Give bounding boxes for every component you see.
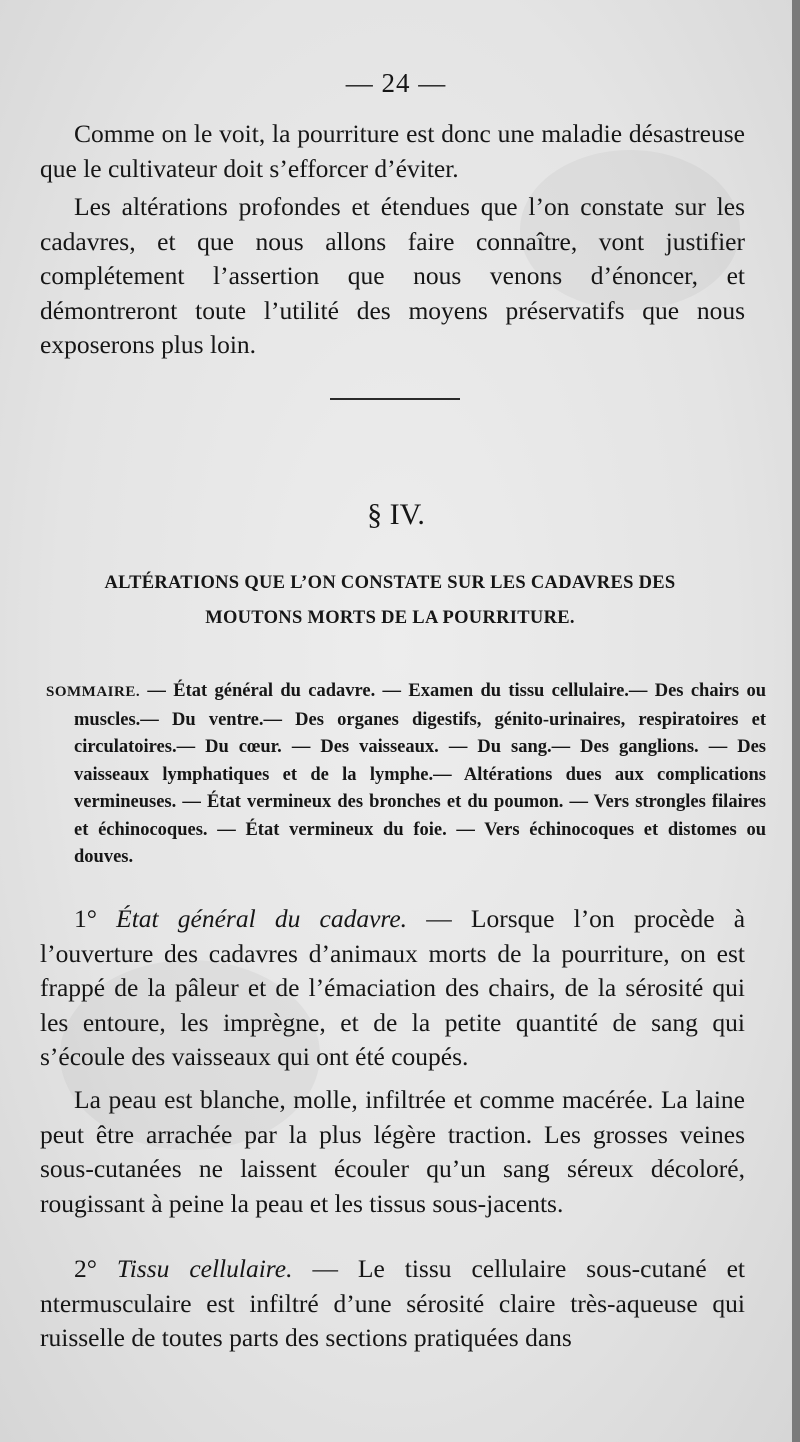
paragraph-alterations-intro: Les altérations profondes et étendues que l’on constate sur les cadavres, et que nous allons faire connaître, vont justifier complétement l’assertion que nous venons d’énoncer, et démontreront toute l’utilité des moyens préservatifs que nous exposerons plus loin. [40, 192, 745, 359]
paragraph-peau: La peau est blanche, molle, infiltrée et comme macérée. La laine peut être arrachée par la plus légère traction. Les grosses veines sous-cutanées ne laissent écouler qu’un sang séreux décoloré, rougissant à peine la peau et les tissus sous-jacents. [40, 1085, 745, 1218]
paragraph-tissu-cellulaire [40, 1252, 745, 1356]
summary-label: SOMMAIRE. [46, 684, 141, 700]
item-heading: Tissu cellulaire. [116, 1254, 293, 1283]
item-number: 2° [74, 1254, 97, 1283]
item-dash: — [292, 1254, 358, 1283]
summary-text: — État général du cadavre. — Examen du tissu cellulaire.— Des chairs ou muscles.— Du ventre.— Des organes digestifs, génito-urinaires, respiratoires et circulatoires.— Du cœur. — Des vaisseaux. — Du sang.— Des ganglions. — Des vaisseaux lymphatiques et de la lymphe.— Altérations dues aux complications vermineuses. — État vermineux des bronches et du poumon. — Vers strongles filaires et échinocoques. — État vermineux du foie. — Vers échinocoques et distomes ou douves. [74, 681, 766, 867]
item-text: Le tissu cellulaire sous-cutané et ntermusculaire est infiltré d’une sérosité claire très-aqueuse qui ruisselle de toutes parts des sections pratiquées dans [40, 1254, 746, 1352]
item-heading: État général du cadavre. [116, 904, 408, 933]
page-number: — 24 — [345, 68, 447, 98]
summary-block [46, 678, 766, 872]
item-text: Lorsque l’on procède à l’ouverture des cadavres d’animaux morts de la pourriture, on est frappé de la pâleur et de l’émaciation des chairs, de la sérosité qui les entoure, les imprègne, et de la petite quantité de sang qui s’écoule des vaisseaux qui ont été coupés. [40, 904, 746, 1071]
item-number: 1° [74, 904, 97, 933]
section-number: § IV. [367, 498, 425, 531]
paragraph-etat-general [40, 902, 745, 1075]
paragraph-conclusion: Comme on le voit, la pourriture est donc une maladie désastreuse que le cultivateur doit s’efforcer d’éviter. [40, 119, 745, 183]
item-dash: — [407, 904, 471, 933]
section-divider [330, 398, 460, 400]
section-title: ALTÉRATIONS QUE L’ON CONSTATE SUR LES CADAVRES DES MOUTONS MORTS DE LA POURRITURE. [104, 573, 676, 628]
